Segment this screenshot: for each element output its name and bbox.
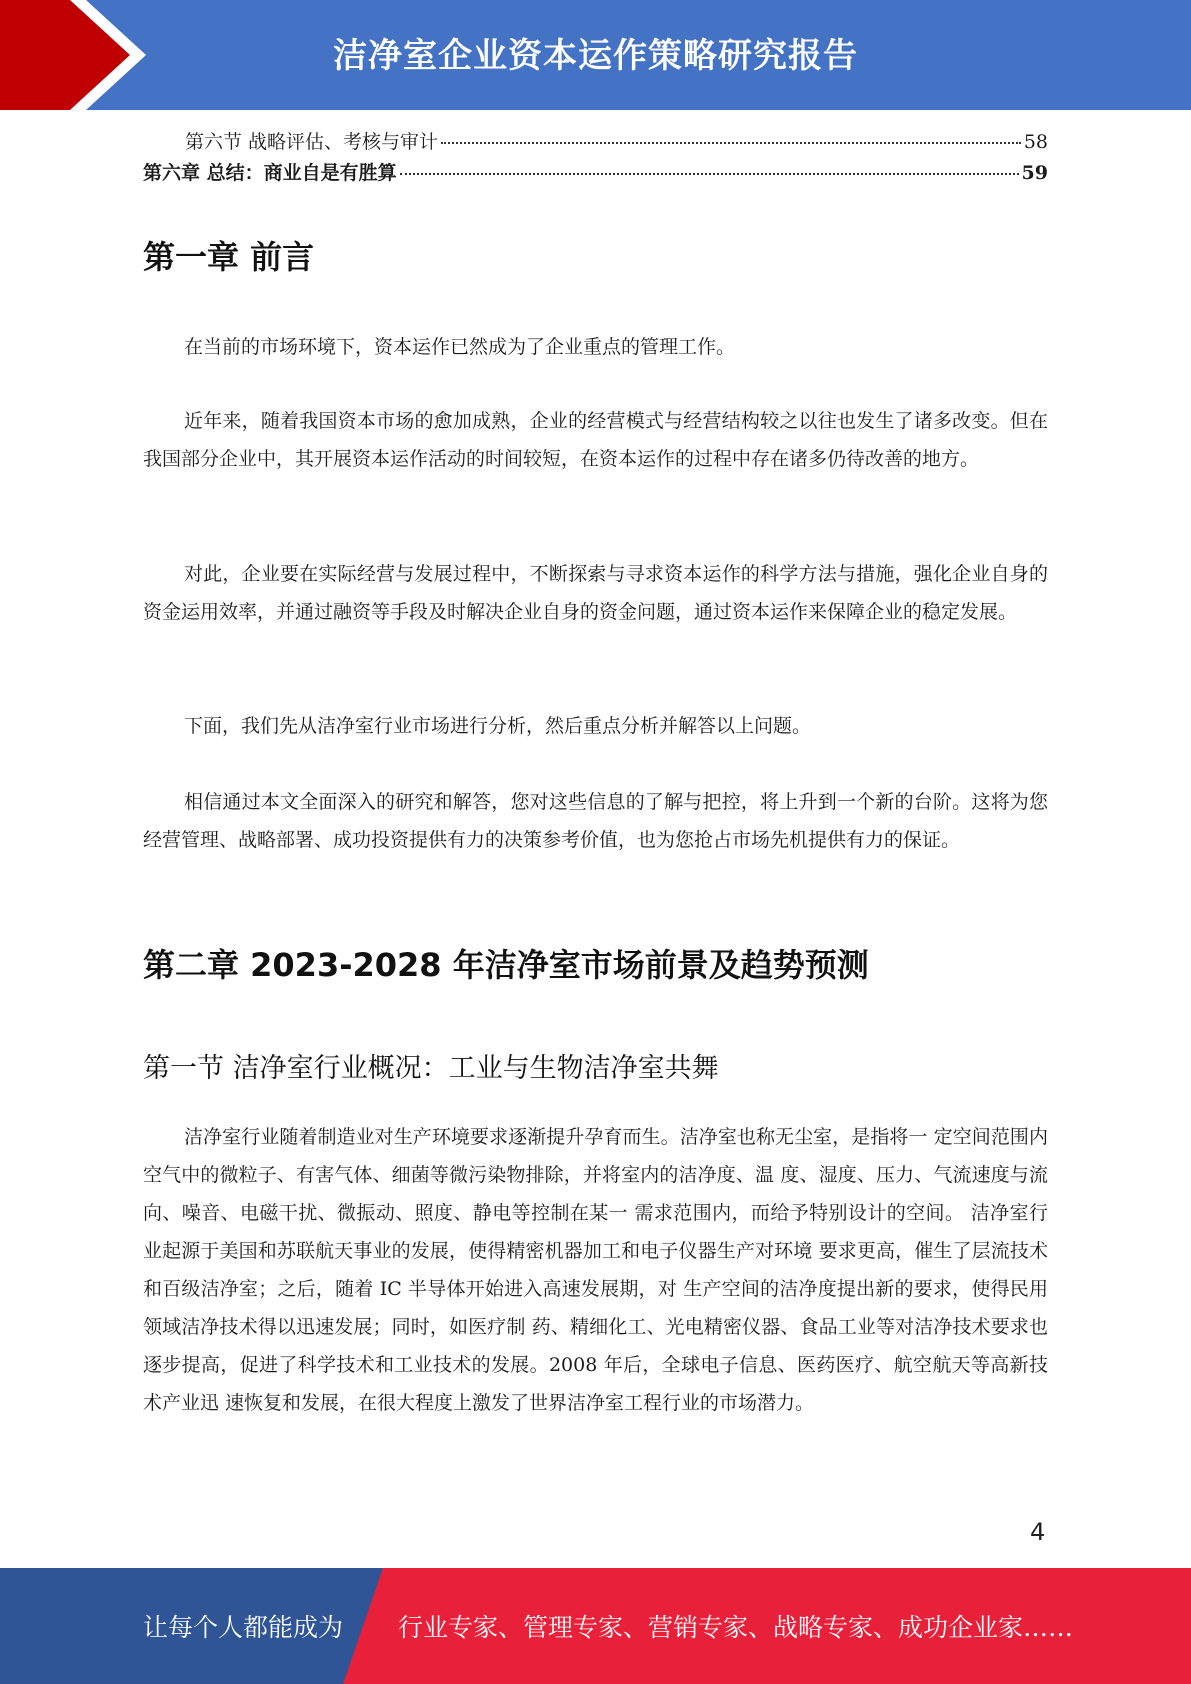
body-paragraph: 下面，我们先从洁净室行业市场进行分析，然后重点分析并解答以上问题。 (184, 715, 812, 737)
toc-entry[interactable] (143, 127, 1048, 158)
page-number: 4 (1030, 1518, 1046, 1546)
body-paragraph: 在当前的市场环境下，资本运作已然成为了企业重点的管理工作。 (184, 336, 736, 358)
report-title: 洁净室企业资本运作策略研究报告 (333, 35, 858, 76)
toc-entry-label: 第六节 战略评估、考核与审计 (185, 131, 439, 153)
body-paragraph: 近年来，随着我国资本市场的愈加成熟，企业的经营模式与经营结构较之以往也发生了诸多改变。但在我国部分企业中，其开展资本运作活动的时间较短，在资本运作的过程中存在诸多仍待改善的地方。 (143, 410, 1048, 470)
footer-slogan-right: 行业专家、管理专家、营销专家、战略专家、成功企业家…… (398, 1613, 1074, 1642)
footer-slogan-left: 让每个人都能成为 (143, 1613, 344, 1642)
chapter-heading: 第二章 2023-2028 年洁净室市场前景及趋势预测 (143, 946, 869, 984)
section-heading: 第一节 洁净室行业概况：工业与生物洁净室共舞 (143, 1053, 719, 1084)
report-footer-band (0, 1568, 1191, 1684)
body-paragraph: 洁净室行业随着制造业对生产环境要求逐渐提升孕育而生。洁净室也称无尘室，是指将一 定空间范围内空气中的微粒子、有害气体、细菌等微污染物排除，并将室内的洁净度、温 度、湿度、压力、气流速度与流向、噪音、电磁干扰、微振动、照度、静电等控制在某一 需求范围内，而给予特别设计的空间。 洁净室行业起源于美国和苏联航天事业的发展，使得精密机器加工和电子仪器生产对环境 要求更高，催生了层流技术和百级洁净室；之后，随着 IC 半导体开始进入高速发展期，对 生产空间的洁净度提出新的要求，使得民用领域洁净技术得以迅速发展；同时，如医疗制 药、精细化工、光电精密仪器、食品工业等对洁净技术要求也逐步提高，促进了科学技术和工业技术的发展。2008 年后，全球电子信息、医药医疗、航空航天等高新技术产业迅 速恢复和发展，在很大程度上激发了世界洁净室工程行业的市场潜力。 (143, 1126, 1048, 1414)
toc-entry-page: 58 (1023, 131, 1048, 153)
toc-entry[interactable] (143, 158, 1048, 189)
report-header-band (0, 0, 1191, 110)
body-paragraph: 对此，企业要在实际经营与发展过程中，不断探索与寻求资本运作的科学方法与措施，强化企业自身的资金运用效率，并通过融资等手段及时解决企业自身的资金问题，通过资本运作来保障企业的稳定发展。 (143, 563, 1048, 623)
toc-entry-label: 第六章 总结：商业自是有胜算 (143, 162, 397, 184)
toc-dot-leader (441, 142, 1021, 144)
table-of-contents (143, 127, 1048, 189)
toc-dot-leader (400, 173, 1019, 175)
body-paragraph: 相信通过本文全面深入的研究和解答，您对这些信息的了解与把控，将上升到一个新的台阶。这将为您经营管理、战略部署、成功投资提供有力的决策参考价值，也为您抢占市场先机提供有力的保证。 (143, 791, 1048, 851)
toc-entry-page: 59 (1021, 162, 1048, 184)
chapter-heading: 第一章 前言 (143, 238, 315, 276)
